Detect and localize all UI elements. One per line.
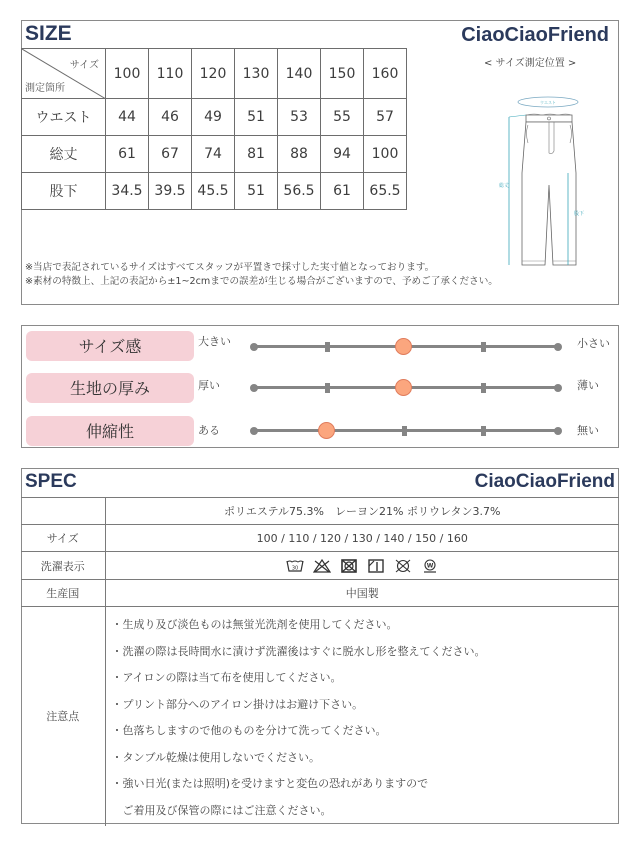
no-tumble-dry-icon [340,559,358,573]
care-note-item: ・生成り及び淡色ものは無蛍光洗剤を使用してください。 [111,618,398,632]
corner-measure-label: 測定箇所 [25,83,65,94]
table-row-total-length [22,136,407,173]
no-dry-clean-icon [394,559,412,573]
origin-value: 中国製 [105,580,619,607]
scale-start-dot [250,384,258,392]
table-cell: 88 [278,136,321,173]
care-notes [105,607,619,826]
size-col-header: 100 [106,49,149,99]
scale-right-label: 小さい [577,337,610,350]
line-dry-shade-icon [367,559,385,573]
table-cell: 53 [278,99,321,136]
size-col-header: 160 [364,49,407,99]
feel-label: 伸縮性 [26,416,194,446]
spec-key: 洗濯表示 [21,552,105,580]
care-note-item: ご着用及び保管の際にはご注意ください。 [111,803,332,817]
size-section [21,20,619,305]
spec-key: サイズ [21,525,105,552]
table-row-waist [22,99,407,136]
size-header-row [22,49,407,99]
scale-start-dot [250,427,258,435]
row-label: ウエスト [22,99,106,136]
svg-text:30: 30 [291,565,298,571]
size-title: SIZE [25,22,72,45]
scale-marker [318,422,335,439]
table-row-inseam [22,173,407,210]
scale-marker [395,379,412,396]
table-cell: 46 [149,99,192,136]
care-note-item: ・洗濯の際は長時間水に漬けず洗濯後はすぐに脱水し形を整えてください。 [111,644,486,658]
table-cell: 34.5 [106,173,149,210]
brand-logo-text: CiaoCiaoFriend [474,471,615,492]
care-note-item: ・強い日光(または照明)を受けますと変色の恐れがありますので [111,777,429,791]
feel-row-size [22,331,618,363]
table-cell: 45.5 [192,173,235,210]
scale-tick [325,342,330,352]
table-cell: 100 [364,136,407,173]
svg-text:W: W [426,561,434,569]
feel-label: サイズ感 [26,331,194,361]
care-note-item: ・プリント部分へのアイロン掛けはお避け下さい。 [111,697,364,711]
spec-section [21,468,619,824]
scale-right-label: 無い [577,424,599,437]
scale-end-dot [554,384,562,392]
table-cell: 74 [192,136,235,173]
spec-key: 注意点 [21,607,105,826]
laundry-symbols [105,552,619,580]
scale-marker [395,338,412,355]
wet-clean-icon [421,559,439,573]
size-col-header: 130 [235,49,278,99]
material-value: ポリエステル75.3% レーヨン21% ポリウレタン3.7% [105,498,619,525]
care-note-item: ・色落ちしますので他のものを分けて洗ってください。 [111,724,387,738]
size-col-header: 120 [192,49,235,99]
size-notes [25,261,498,289]
scale-left-label: 大きい [198,335,231,348]
table-cell: 56.5 [278,173,321,210]
spec-row-origin [21,580,619,607]
size-list-value: 100 / 110 / 120 / 130 / 140 / 150 / 160 [105,525,619,552]
feel-row-stretch [22,416,618,448]
row-label: 総丈 [22,136,106,173]
table-cell: 51 [235,99,278,136]
spec-key [21,498,105,525]
fit-feel-section [21,325,619,448]
spec-row-material [21,498,619,525]
pants-measurement-diagram [484,93,614,273]
table-cell: 49 [192,99,235,136]
spec-row-size [21,525,619,552]
measure-position-caption: < サイズ測定位置 > [484,58,577,69]
feel-label: 生地の厚み [26,373,194,403]
spec-title: SPEC [25,471,77,492]
size-col-header: 140 [278,49,321,99]
feel-row-thickness [22,373,618,405]
table-cell: 44 [106,99,149,136]
svg-text:股下: 股下 [574,211,585,217]
brand-logo-text: CiaoCiaoFriend [461,24,609,46]
scale-tick [325,383,330,393]
size-note-line: ※当店で表記されているサイズはすべてスタッフが平置きで採寸した実寸値となっております。 [25,262,435,273]
scale-tick [481,342,486,352]
table-cell: 61 [321,173,364,210]
table-cell: 55 [321,99,364,136]
table-cell: 81 [235,136,278,173]
table-cell: 57 [364,99,407,136]
size-col-header: 110 [149,49,192,99]
corner-header-cell [22,49,106,99]
size-col-header: 150 [321,49,364,99]
spec-table [21,497,619,826]
table-cell: 65.5 [364,173,407,210]
no-bleach-icon [313,559,331,573]
scale-tick [481,426,486,436]
wash-30-icon [286,559,304,573]
row-label: 股下 [22,173,106,210]
scale-end-dot [554,427,562,435]
care-note-item: ・タンブル乾燥は使用しないでください。 [111,750,321,764]
care-note-item: ・アイロンの際は当て布を使用してください。 [111,671,342,685]
scale-tick [481,383,486,393]
svg-text:ウエスト: ウエスト [540,100,556,105]
scale-tick [402,426,407,436]
table-cell: 67 [149,136,192,173]
table-cell: 39.5 [149,173,192,210]
scale-left-label: 厚い [198,379,220,392]
size-note-line: ※素材の特徴上、上記の表記から±1~2cmまでの誤差が生じる場合がございますので、予めご了承ください。 [25,276,498,287]
spec-row-laundry [21,552,619,580]
table-cell: 61 [106,136,149,173]
corner-size-label: サイズ [69,60,99,71]
scale-start-dot [250,343,258,351]
table-cell: 51 [235,173,278,210]
scale-left-label: ある [198,424,220,437]
spec-row-notes [21,607,619,826]
scale-end-dot [554,343,562,351]
table-cell: 94 [321,136,364,173]
svg-text:総丈: 総丈 [498,183,510,189]
scale-right-label: 薄い [577,379,599,392]
spec-key: 生産国 [21,580,105,607]
size-table [21,48,407,210]
